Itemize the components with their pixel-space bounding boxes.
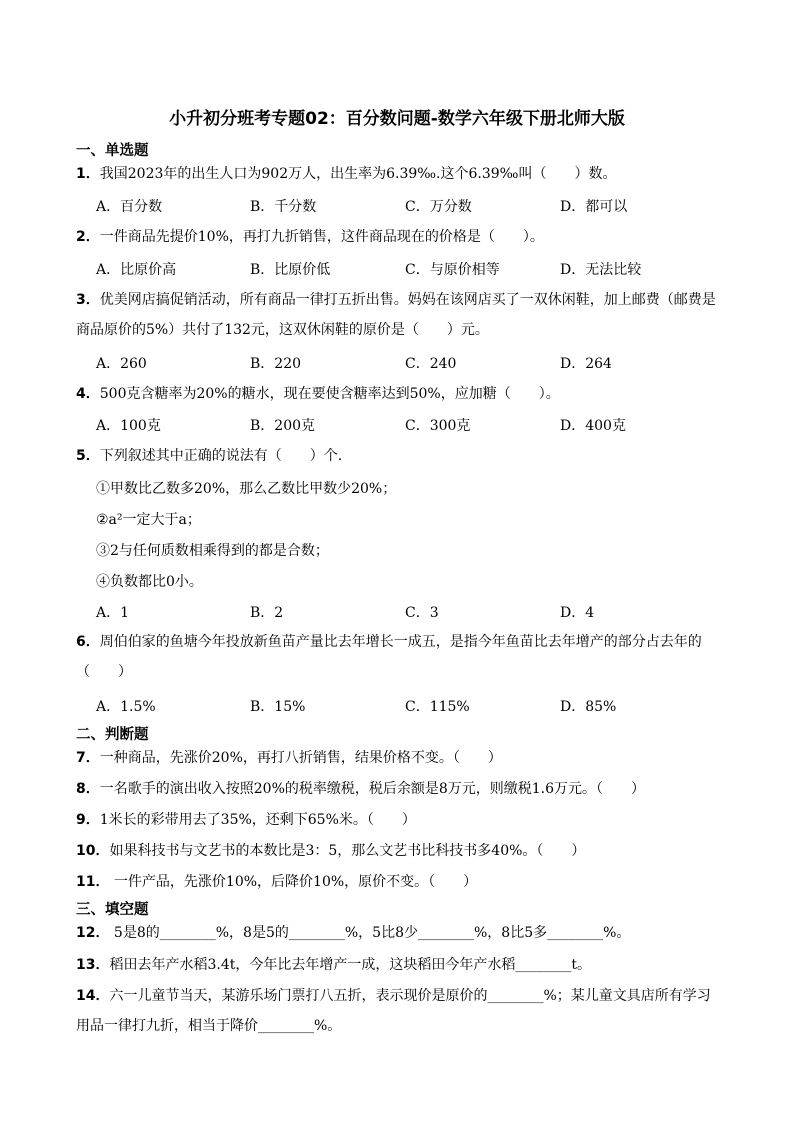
question-text: 一种商品，先涨价20%，再打八折销售，结果价格不变。（ ）	[99, 750, 502, 766]
section-heading-true-false: 二、判断题	[76, 727, 149, 743]
question-2-options	[96, 259, 716, 279]
question-number: 1．	[76, 166, 100, 182]
question-text: 稻田去年产水稻3.4t，今年比去年增产一成，这块稻田今年产水稻________t。	[109, 957, 591, 973]
option-a[interactable]: A．1	[96, 605, 130, 621]
statement-4: ④负数都比0小。	[96, 574, 203, 590]
question-text: 一件商品先提价10%，再打九折销售，这件商品现在的价格是（ ）。	[99, 229, 544, 245]
option-b[interactable]: B．2	[250, 605, 284, 621]
question-9	[76, 805, 718, 835]
option-b[interactable]: B．220	[250, 356, 302, 372]
option-b[interactable]: B．比原价低	[250, 262, 331, 278]
statement-3: ③2与任何质数相乘得到的都是合数；	[96, 543, 329, 559]
option-b[interactable]: B．千分数	[250, 199, 317, 215]
question-6-options	[96, 696, 716, 716]
question-number: 13．	[76, 957, 110, 973]
question-13	[76, 950, 718, 980]
option-d[interactable]: D．400克	[560, 418, 626, 434]
question-text: 我国2023年的出生人口为902万人，出生率为6.39‰.这个6.39‰叫（ ）数。	[99, 166, 617, 182]
option-d[interactable]: D．无法比较	[560, 262, 642, 278]
question-number: 6．	[76, 634, 100, 650]
question-4-options	[96, 415, 716, 435]
option-b[interactable]: B．200克	[250, 418, 316, 434]
question-text: 一名歌手的演出收入按照20%的税率缴税，税后余额是8万元，则缴税1.6万元。（ ）	[99, 781, 646, 797]
option-a[interactable]: A．260	[96, 356, 147, 372]
option-a[interactable]: A．比原价高	[96, 262, 177, 278]
statement-2: ②a²一定大于a；	[96, 512, 201, 528]
question-number: 3．	[76, 292, 100, 308]
question-text: 一件产品，先涨价10%，后降价10%，原价不变。（ ）	[109, 874, 478, 890]
question-number: 7．	[76, 750, 100, 766]
question-4	[76, 379, 718, 409]
option-d[interactable]: D．4	[560, 605, 595, 621]
question-number: 14．	[76, 988, 110, 1004]
question-number: 2．	[76, 229, 100, 245]
option-c[interactable]: C．与原价相等	[405, 262, 500, 278]
option-a[interactable]: A．百分数	[96, 199, 163, 215]
question-5	[76, 441, 718, 471]
question-6	[76, 627, 718, 687]
question-number: 9．	[76, 812, 100, 828]
question-1	[76, 159, 718, 189]
question-text: 如果科技书与文艺书的本数比是3：5，那么文艺书比科技书多40%。（ ）	[109, 843, 586, 859]
question-14	[76, 981, 718, 1041]
question-text: 优美网店搞促销活动，所有商品一律打五折出售。妈妈在该网店买了一双休闲鞋，加上邮费（邮费是商品原价的5%）共付了132元，这双休闲鞋的原价是（ ）元。	[76, 292, 716, 338]
option-c[interactable]: C．240	[405, 356, 457, 372]
question-text: 六一儿童节当天，某游乐场门票打八五折，表示现价是原价的________%；某儿童文具店所有学习用品一律打九折，相当于降价________%。	[76, 988, 711, 1034]
question-7	[76, 743, 718, 773]
question-text: 500克含糖率为20%的糖水，现在要使含糖率达到50%，应加糖（ ）。	[99, 386, 560, 402]
question-number: 12．	[76, 925, 110, 941]
question-number: 10．	[76, 843, 110, 859]
option-a[interactable]: A．1.5%	[96, 699, 156, 715]
question-text: 下列叙述其中正确的说法有（ ）个.	[99, 448, 343, 464]
option-c[interactable]: C．万分数	[405, 199, 472, 215]
question-number: 4．	[76, 386, 100, 402]
question-3	[76, 285, 718, 345]
option-d[interactable]: D．85%	[560, 699, 617, 715]
question-10	[76, 836, 718, 866]
question-2	[76, 222, 718, 252]
question-number: 8．	[76, 781, 100, 797]
option-a[interactable]: A．100克	[96, 418, 161, 434]
question-8	[76, 774, 718, 804]
question-text: 1米长的彩带用去了35%，还剩下65%米。（ ）	[99, 812, 416, 828]
page-title: 小升初分班考专题02：百分数问题-数学六年级下册北师大版	[169, 109, 625, 129]
statement-1: ①甲数比乙数多20%，那么乙数比甲数少20%；	[96, 481, 397, 497]
question-number: 5．	[76, 448, 100, 464]
question-11	[76, 867, 718, 897]
option-d[interactable]: D．都可以	[560, 199, 628, 215]
question-1-options	[96, 196, 716, 216]
option-d[interactable]: D．264	[560, 356, 612, 372]
question-text: 5是8的________%，8是5的________%，5比8少________%，8比5多________%。	[109, 925, 631, 941]
question-12	[76, 918, 718, 948]
question-text: 周伯伯家的鱼塘今年投放新鱼苗产量比去年增长一成五，是指今年鱼苗比去年增产的部分占去年的（ ）	[76, 634, 702, 680]
question-3-options	[96, 353, 716, 373]
question-5-options	[96, 602, 716, 622]
option-b[interactable]: B．15%	[250, 699, 306, 715]
option-c[interactable]: C．115%	[405, 699, 470, 715]
section-heading-single-choice: 一、单选题	[76, 143, 149, 159]
question-number: 11．	[76, 874, 110, 890]
option-c[interactable]: C．3	[405, 605, 439, 621]
section-heading-fill-in: 三、填空题	[76, 902, 149, 918]
option-c[interactable]: C．300克	[405, 418, 471, 434]
